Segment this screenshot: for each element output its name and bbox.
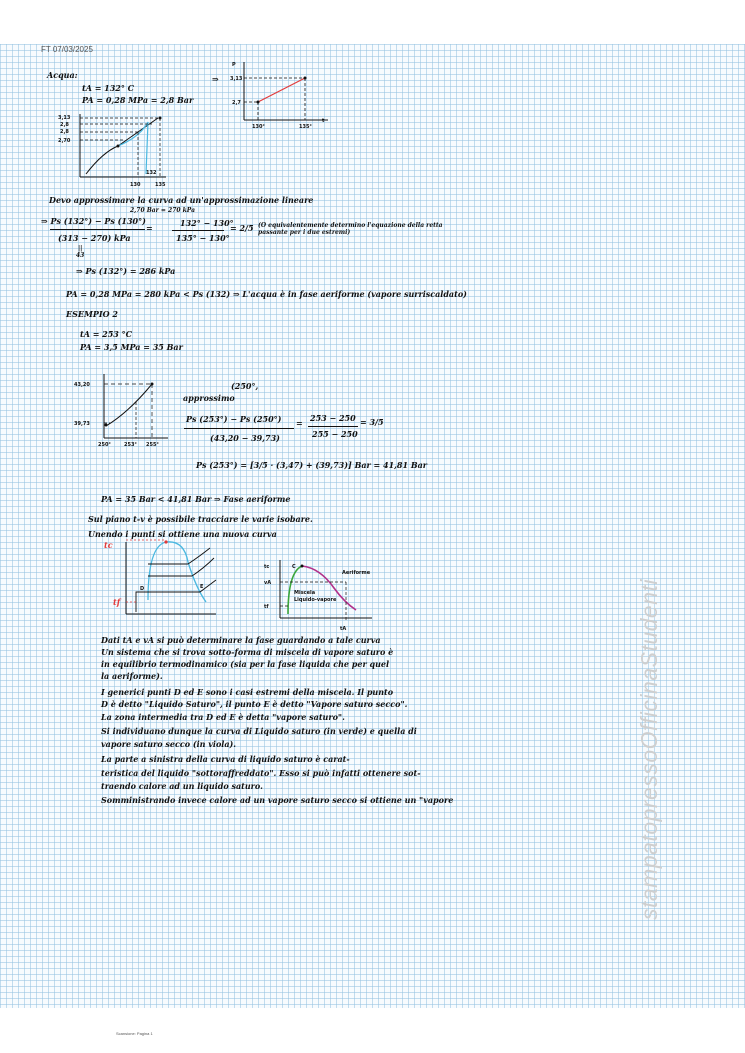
- eq2-den: (43,20 − 39,73): [210, 433, 280, 443]
- paragraph-line-3: in equilibrio termodinamico (sia per la fase liquida che per quel: [101, 659, 390, 669]
- eq1-43: 43: [76, 252, 85, 259]
- tv1-label-d: D: [140, 586, 145, 592]
- paragraph-line-5: I generici punti D ed E sono i casi estremi della miscela. Il punto: [101, 687, 394, 697]
- unendo-line: Unendo i punti si ottiene una nuova curva: [88, 529, 277, 539]
- page-footer: Scansione: Pagina 1: [116, 1031, 153, 1036]
- approx-line: Devo approssimare la curva ad un'approssimazione lineare: [49, 195, 314, 205]
- tv2-label-tf: tf: [264, 604, 269, 610]
- ps-253-result: Ps (253°) = [3/5 · (3,47) + (39,73)] Bar = 41,81 Bar: [196, 460, 427, 470]
- tv2-label-ta: tA: [340, 626, 347, 632]
- sketch2-xtick-2: 253°: [124, 442, 137, 448]
- sketch1-xtick-2: 132: [146, 170, 157, 176]
- eq1-equals: =: [146, 223, 153, 233]
- piano-tv-line: Sul piano t-v è possibile tracciare le varie isobare.: [88, 514, 313, 524]
- eq2-num: Ps (253°) − Ps (250°): [186, 414, 282, 424]
- saturation-curve-sketch-2: [74, 372, 174, 450]
- eq1-rhs-fraction-bar: [172, 230, 224, 231]
- sketch1-xtick-3: 135: [155, 182, 166, 188]
- paragraph-line-11: teristica del liquido "sottoraffreddato". Esso si può infatti ottenere sot-: [101, 768, 421, 778]
- sketch2-xtick-3: 255°: [146, 442, 159, 448]
- tv2-label-va: vA: [264, 580, 272, 586]
- eq1-lhs-den: (313 − 270) kPa: [58, 233, 131, 243]
- pa-comparison: PA = 0,28 MPa = 280 kPa < Ps (132) ⇒ L'acqua è in fase aeriforme (vapore surriscaldato): [66, 289, 467, 299]
- eq1-frac: = 2/5: [230, 223, 254, 233]
- paragraph-line-10: La parte a sinistra della curva di liquido saturo è carat-: [101, 754, 350, 764]
- pt-ytick-1: 3,13: [230, 76, 243, 82]
- pt-xtick-2: 135°: [299, 124, 312, 130]
- sketch1-ytick-2: 2,8: [60, 122, 69, 128]
- tf-label-red: tf: [113, 597, 121, 607]
- saturation-curve-sketch-1: [58, 112, 173, 190]
- ps-132-result: ⇒ Ps (132°) = 286 kPa: [76, 266, 176, 276]
- bracket-label: (250°,: [231, 381, 259, 391]
- tv2-label-aeriforme: Aeriforme: [342, 570, 371, 576]
- eq1-parallel: ||: [78, 245, 83, 252]
- paragraph-line-7: La zona intermedia tra D ed E è detta "vapore saturo".: [101, 712, 345, 722]
- pt-xlabel: t: [322, 118, 325, 124]
- eq2-rhs-bar: [308, 426, 358, 427]
- implication-arrow: ⇒: [212, 74, 219, 84]
- paragraph-line-6: D è detto "Liquido Saturo", il punto E è detto "Vapore saturo secco".: [101, 699, 408, 709]
- approssimo-label: approssimo: [183, 393, 235, 403]
- tv2-label-liquido-vapore: Liquido-vapore: [294, 597, 337, 603]
- watermark: stampatopressoOfficinaStudenti: [636, 578, 662, 920]
- tv-diagram-saturation: [262, 558, 387, 636]
- sketch1-ytick-4: 2,70: [58, 138, 71, 144]
- sketch1-xtick-1: 130: [130, 182, 141, 188]
- tv2-label-tc: tc: [264, 564, 270, 570]
- ta-value: tA = 132° C: [82, 83, 135, 93]
- eq1-note: (O equivalentemente determino l'equazione della retta passante per i due estremi): [258, 222, 443, 236]
- paragraph-line-13: Somministrando invece calore ad un vapore saturo secco si ottiene un "vapore: [101, 795, 454, 805]
- sketch2-xtick-1: 250°: [98, 442, 111, 448]
- sketch2-ytick-2: 39,73: [74, 421, 90, 427]
- eq2-rhs-num: 253 − 250: [310, 413, 356, 423]
- tv2-label-c: C: [292, 564, 296, 570]
- pa2-comparison: PA = 35 Bar < 41,81 Bar ⇒ Fase aeriforme: [101, 494, 291, 504]
- approx-sub: 2,70 Bar = 270 kPa: [130, 207, 196, 214]
- eq2-frac: = 3/5: [360, 417, 384, 427]
- eq2-fraction-bar: [184, 428, 294, 429]
- eq1-rhs-den: 135° − 130°: [176, 233, 230, 243]
- paragraph-line-9: vapore saturo secco (in viola).: [101, 739, 237, 749]
- eq1-rhs-num: 132° − 130°: [180, 218, 234, 228]
- tv1-label-e: E: [200, 584, 204, 590]
- tv2-label-miscela: Miscela: [294, 590, 316, 596]
- ta2-value: tA = 253 °C: [80, 329, 133, 339]
- page-date: FT 07/03/2025: [41, 45, 93, 54]
- eq2-rhs-den: 255 − 250: [312, 429, 358, 439]
- esempio-2-title: ESEMPIO 2: [66, 309, 118, 319]
- sketch1-ytick-3: 2,8: [60, 129, 69, 135]
- eq1-lhs-fraction-bar: [50, 229, 145, 230]
- paragraph-line-2: Un sistema che si trova sotto-forma di miscela di vapore saturo è: [101, 647, 394, 657]
- acqua-title: Acqua:: [47, 70, 78, 80]
- sketch1-ytick-1: 3,13: [58, 115, 71, 121]
- tc-label-red: tc: [104, 540, 113, 550]
- pt-xtick-1: 130°: [252, 124, 265, 130]
- paragraph-line-4: la aeriforme).: [101, 671, 163, 681]
- paragraph-line-12: traendo calore ad un liquido saturo.: [101, 781, 263, 791]
- paragraph-line-1: Dati tA e vA si può determinare la fase guardando a tale curva: [101, 635, 381, 645]
- paragraph-line-8: Si individuano dunque la curva di Liquido saturo (in verde) e quella di: [101, 726, 417, 736]
- pa-value: PA = 0,28 MPa = 2,8 Bar: [82, 95, 194, 105]
- pressure-temperature-chart: [228, 58, 338, 130]
- pt-ytick-2: 2,7: [232, 100, 241, 106]
- eq2-equals: =: [296, 418, 303, 428]
- pa2-value: PA = 3,5 MPa = 35 Bar: [80, 342, 183, 352]
- sketch2-ytick-1: 43,20: [74, 382, 90, 388]
- eq1-lhs-num: ⇒ Ps (132°) − Ps (130°): [41, 216, 146, 226]
- pt-ylabel: P: [232, 62, 236, 68]
